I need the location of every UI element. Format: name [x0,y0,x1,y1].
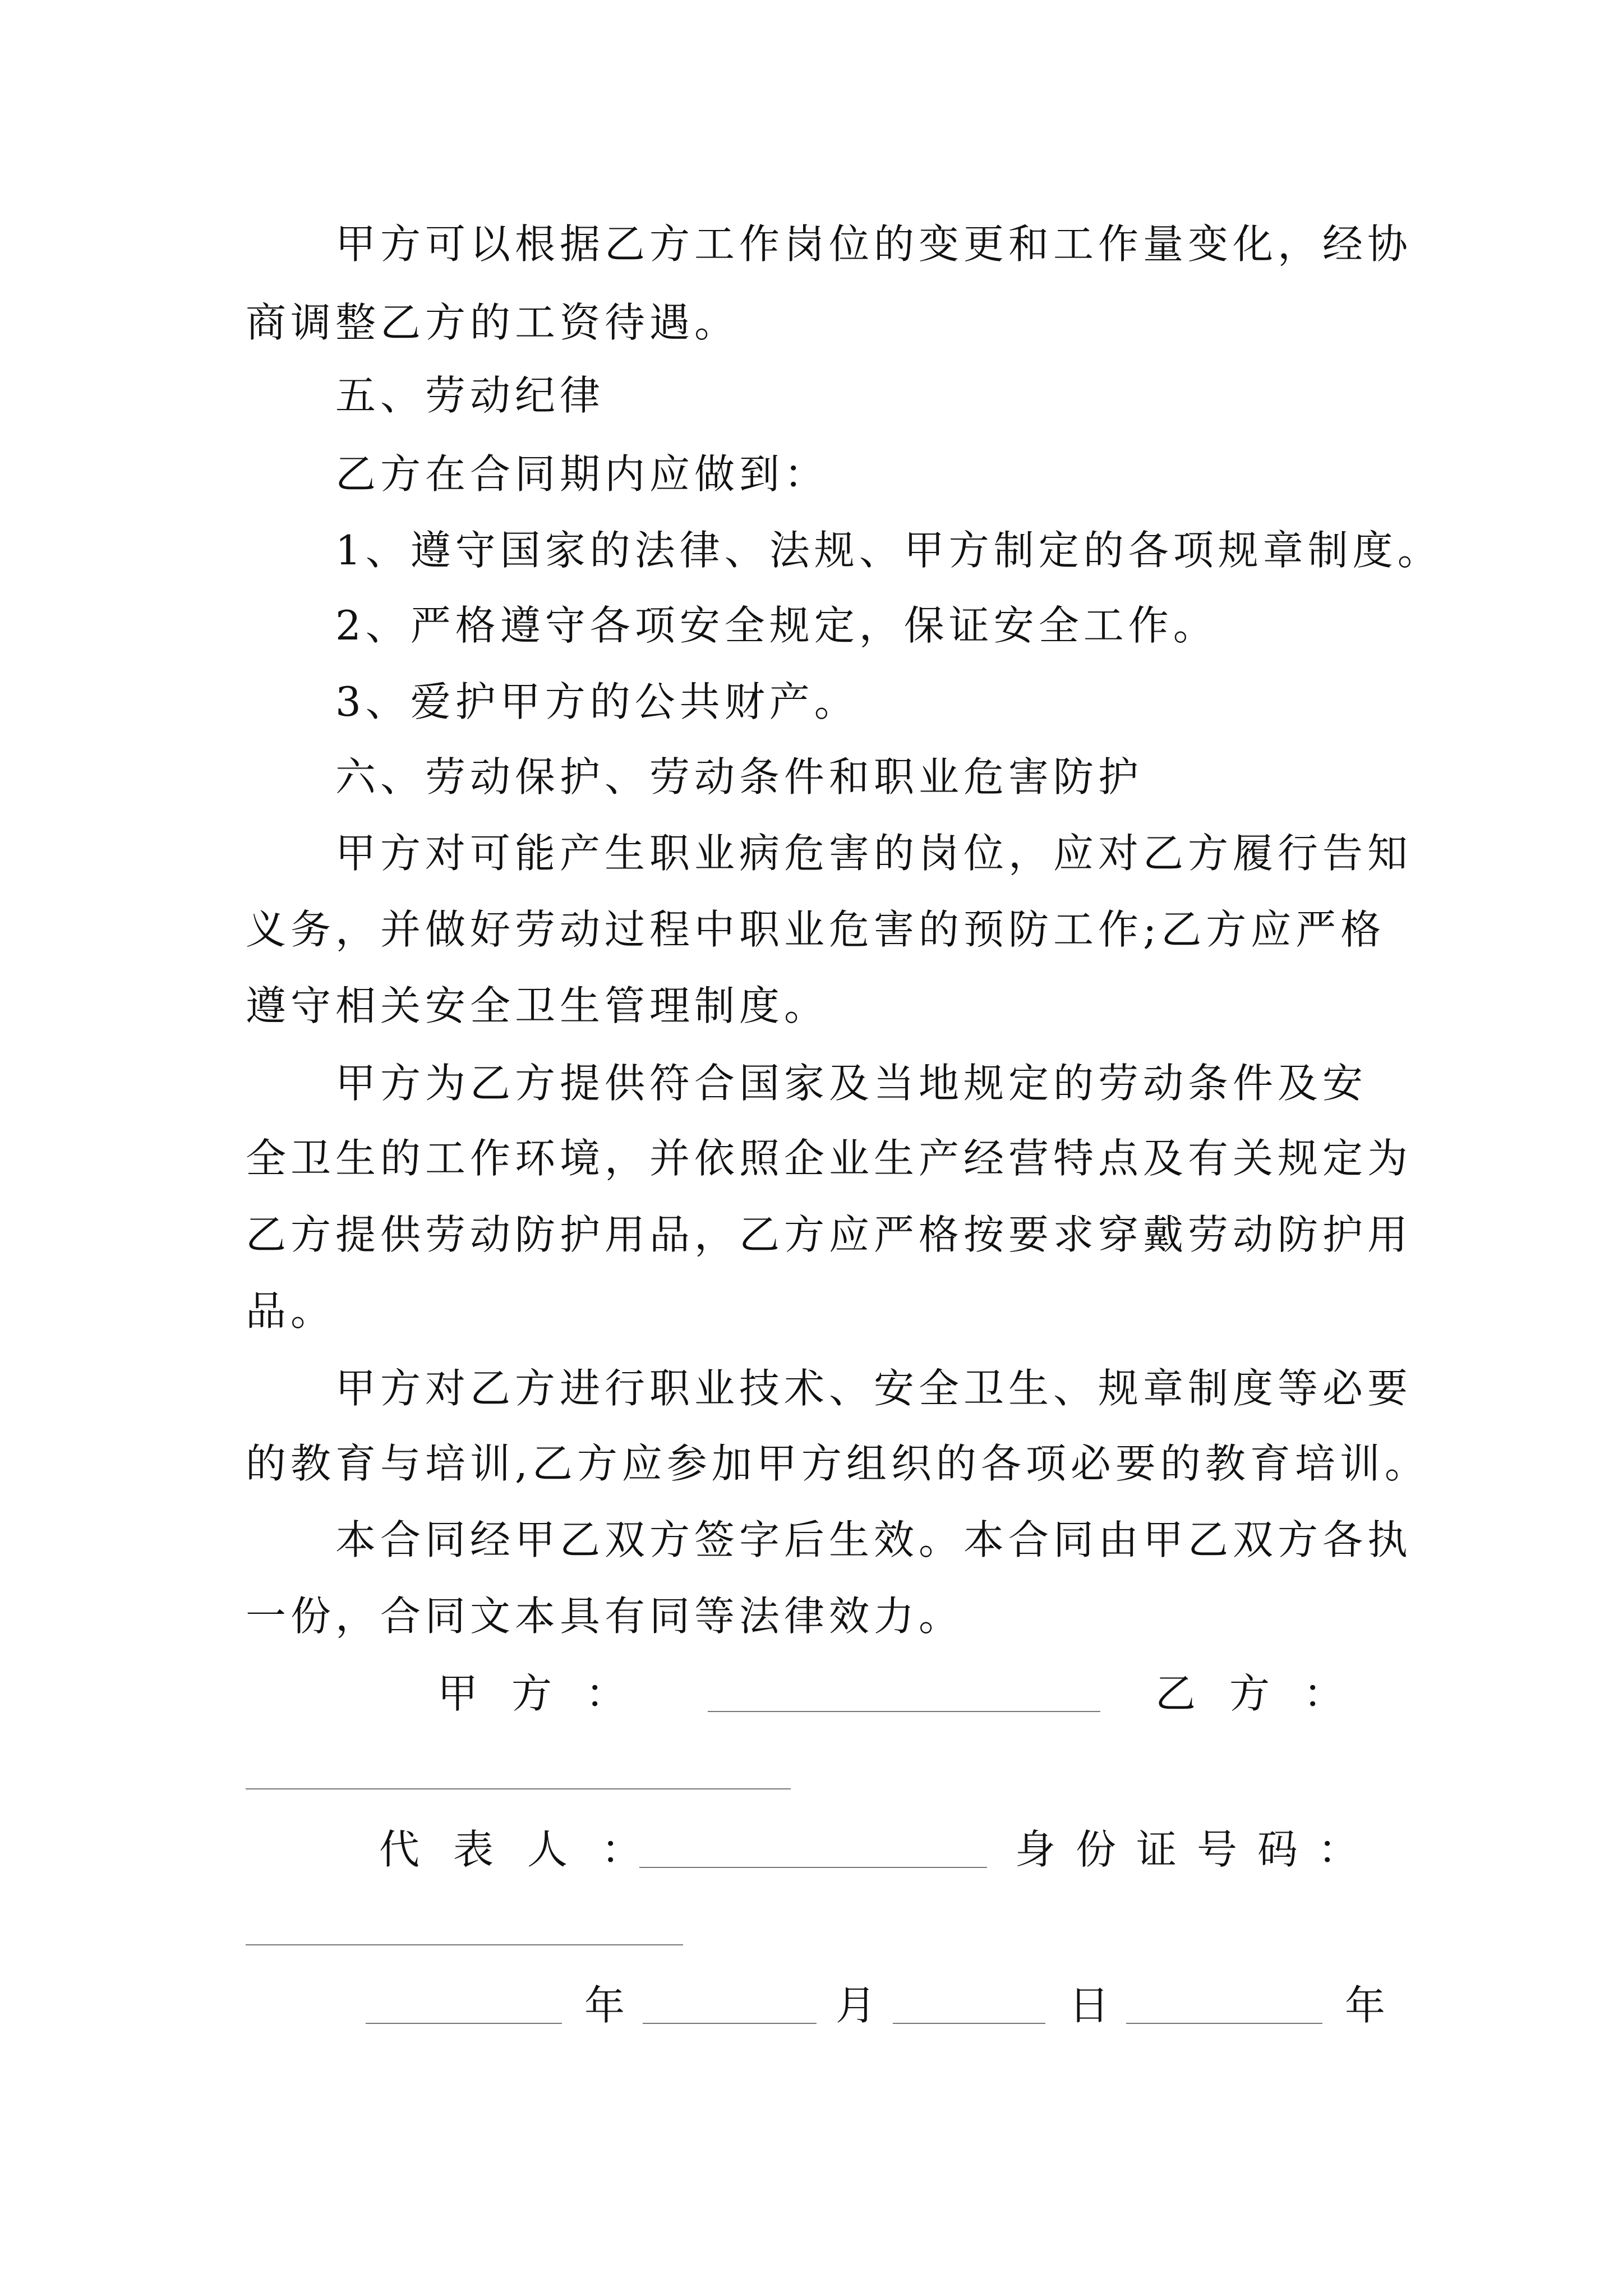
year-label-2: 年 [1345,1982,1386,2029]
day-label: 日 [1069,1982,1110,2029]
paragraph-line: 品。 [246,1287,336,1335]
paragraph-line: 乙方提供劳动防护用品，乙方应严格按要求穿戴劳动防护用 [246,1211,1413,1258]
month-label: 月 [836,1982,877,2029]
paragraph-line: 一份，合同文本具有同等法律效力。 [246,1593,964,1640]
list-item: 2、严格遵守各项安全规定，保证安全工作。 [335,602,1218,649]
paragraph-line: 义务，并做好劳动过程中职业危害的预防工作;乙方应严格 [246,906,1386,953]
paragraph-line: 商调整乙方的工资待遇。 [246,299,740,346]
paragraph-line: 乙方在合同期内应做到： [335,450,829,498]
month-blank [643,2023,817,2024]
party-a-signature-line [708,1711,1100,1712]
list-item: 1、遵守国家的法律、法规、甲方制定的各项规章制度。 [335,527,1442,574]
year-blank-2 [1126,2023,1322,2024]
representative-label: 代表人： [379,1826,676,1873]
year-label: 年 [584,1982,625,2029]
paragraph-line: 甲方为乙方提供符合国家及当地规定的劳动条件及安 [335,1060,1368,1107]
day-blank [893,2023,1045,2024]
year-blank [366,2023,562,2024]
paragraph-line: 甲方可以根据乙方工作岗位的变更和工作量变化，经协 [335,220,1413,268]
paragraph-line: 甲方对可能产生职业病危害的岗位，应对乙方履行告知 [335,830,1413,877]
section-heading: 六、劳动保护、劳动条件和职业危害防护 [335,753,1144,800]
party-b-label: 乙方： [1155,1670,1378,1717]
id-number-label: 身份证号码： [1015,1826,1379,1873]
section-heading: 五、劳动纪律 [335,372,605,419]
paragraph-line: 遵守相关安全卫生管理制度。 [246,982,829,1029]
representative-signature-line [639,1867,987,1868]
paragraph-line: 本合同经甲乙双方签字后生效。本合同由甲乙双方各执 [335,1516,1413,1563]
id-number-line [246,1944,683,1945]
paragraph-line: 的教育与培训,乙方应参加甲方组织的各项必要的教育培训。 [246,1440,1430,1487]
party-b-signature-line [246,1788,791,1789]
list-item: 3、爱护甲方的公共财产。 [335,678,859,725]
party-a-label: 甲方： [437,1670,660,1717]
paragraph-line: 甲方对乙方进行职业技术、安全卫生、规章制度等必要 [335,1365,1413,1412]
paragraph-line: 全卫生的工作环境，并依照企业生产经营特点及有关规定为 [246,1135,1413,1182]
